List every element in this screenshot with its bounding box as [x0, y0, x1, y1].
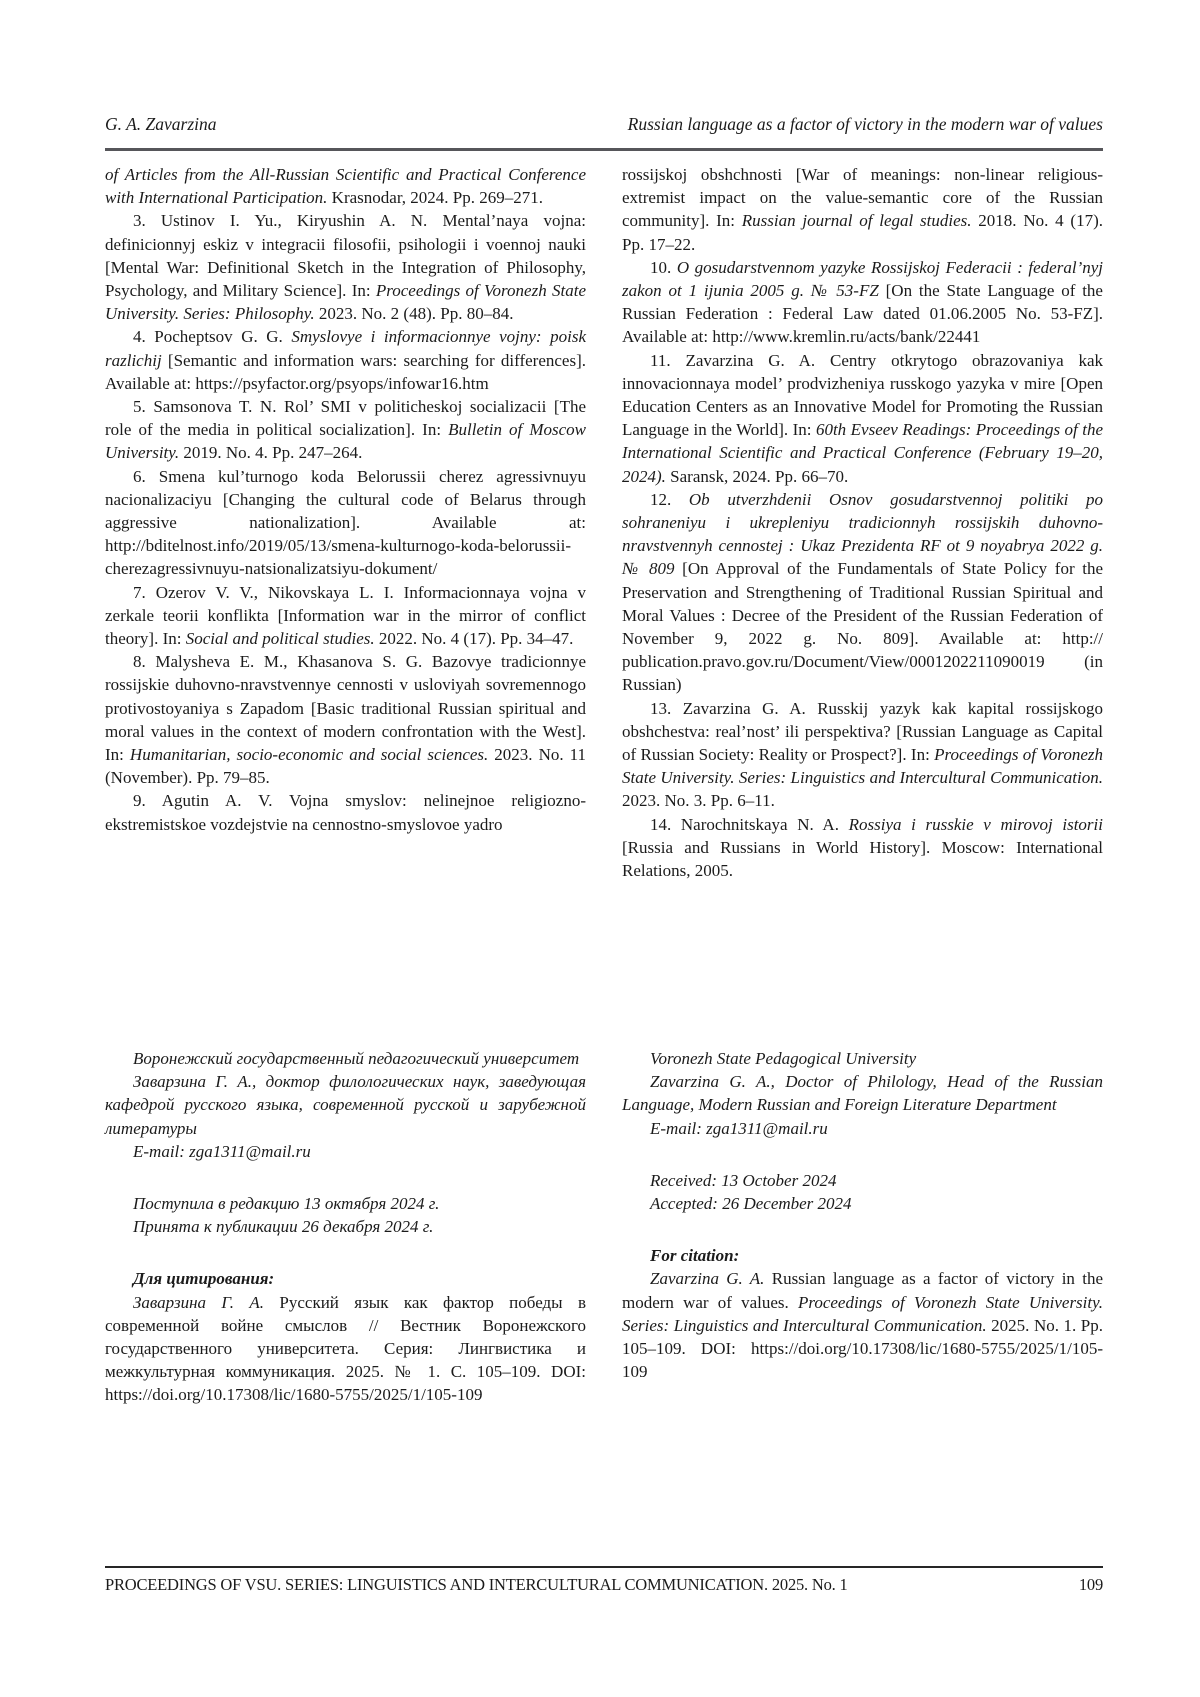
paragraph	[105, 1267, 586, 1290]
paragraph	[622, 256, 1103, 349]
text-segment: 2023. No. 11 (November). Pp. 79–85.	[105, 745, 586, 788]
paragraph	[622, 1169, 1103, 1192]
text-segment: 2023. No. 3. Pp. 6–11.	[622, 791, 775, 811]
running-header	[105, 114, 1103, 135]
text-segment: 2023. No. 2 (48). Pp. 80–84.	[314, 304, 514, 324]
paragraph	[622, 1267, 1103, 1383]
paragraph	[622, 488, 1103, 697]
text-segment: E-mail: zga1311@mail.ru	[133, 1141, 311, 1161]
paragraph	[105, 1140, 586, 1163]
authors-info-section	[105, 1047, 1103, 1407]
paragraph	[622, 1244, 1103, 1267]
paragraph	[622, 163, 1103, 256]
text-segment: 2022. No. 4 (17). Pp. 34–47.	[374, 629, 574, 649]
text-segment: Воронежский государственный педагогический университет	[133, 1049, 580, 1068]
page-footer	[105, 1566, 1103, 1595]
paragraph	[105, 1070, 586, 1140]
text-segment: Ob utverzhdenii Osnov gosudarstvennoj politiki po sohraneniyu i ukrepleniyu tradicionnyh rossijskih duhovno-nravstvennyh cennostej : Ukaz Prezidenta RF ot 9 noyabrya 2022 g. № 809	[622, 489, 1103, 579]
text-segment: Krasnodar, 2024. Pp. 269–271.	[327, 188, 544, 208]
paragraph	[105, 395, 586, 465]
text-segment: Заварзина Г. А.	[133, 1292, 265, 1312]
text-segment: 4. Pocheptsov G. G.	[133, 327, 292, 347]
paragraph	[622, 1192, 1103, 1215]
text-segment: Social and political studies.	[185, 629, 375, 649]
text-segment: 8. Malysheva E. M., Khasanova S. G. Bazovye tradicionnye rossijskie duhovno-nravstvennye cennosti v usloviyah sovremennogo protivostoyaniya s Zapadom [Basic traditional Russian spiritual and moral values in the context of modern confrontation with the West]. In:	[105, 652, 586, 765]
text-segment: Proceedings of Voronezh State University. Series: Linguistics and Intercultural Communication.	[622, 745, 1103, 788]
text-segment: Заварзина Г. А., доктор филологических наук, заведующая кафедрой русского языка, современной русской и зарубежной литературы	[105, 1072, 586, 1138]
footer-journal-line: PROCEEDINGS OF VSU. SERIES: LINGUISTICS AND INTERCULTURAL COMMUNICATION. 2025. No. 1	[105, 1575, 848, 1594]
paragraph	[105, 1192, 586, 1215]
paragraph	[105, 650, 586, 789]
text-segment: 60th Evseev Readings: Proceedings of the International Scientific and Practical Conference (February 19–20, 2024).	[622, 420, 1103, 486]
text-segment: 3. Ustinov I. Yu., Kiryushin A. N. Mental’naya vojna: definicionnyj eskiz v integracii filosofii, psihologii i voennoj nauki [Mental War: Definitional Sketch in the Integration of Philosophy, Psychology, and Military Science]. In:	[105, 211, 586, 301]
text-segment: Received: 13 October 2024	[650, 1170, 837, 1190]
text-segment: 13. Zavarzina G. A. Russkij yazyk kak kapital rossijskogo obshchestva: real’nost’ ili perspektiva? [Russian Language as Capital of Russian Society: Reality or Prospect?]. In:	[622, 698, 1103, 765]
references-section	[105, 163, 1103, 1047]
text-segment: Zavarzina G. A., Doctor of Philology, Head of the Russian Language, Modern Russian and Foreign Literature Department	[622, 1072, 1103, 1115]
text-segment: [Semantic and information wars: searching for differences]. Available at: https://psyfactor.org/psyops/infowar16.htm	[105, 350, 586, 393]
text-segment: 11. Zavarzina G. A. Centry otkrytogo obrazovaniya kak innovacionnaya model’ prodvizheniya russkogo yazyka v mire [Open Education Centers as an Innovative Model for Promoting the Russian Language in the World]. In:	[622, 350, 1103, 440]
text-segment: [Russia and Russians in World History]. Moscow: International Relations, 2005.	[622, 837, 1103, 881]
references-column-left	[105, 163, 586, 1047]
paragraph	[105, 163, 586, 209]
paragraph	[105, 465, 586, 581]
text-segment: 2025. No. 1. Pp. 105–109. DOI: https://doi.org/10.17308/lic/1680-5755/2025/1/105-109	[622, 1315, 1104, 1382]
paragraph	[105, 325, 586, 395]
paragraph	[622, 1070, 1103, 1116]
text-segment: Принята к публикации 26 декабря 2024 г.	[133, 1217, 434, 1237]
paragraph	[622, 1117, 1103, 1140]
text-segment: 6. Smena kul’turnogo koda Belorussii cherez agressivnuyu nacionalizaciyu [Changing the cultural code of Belarus through aggressive nationalization]. Available at: http://bditelnost.info/2019/05/13/smena-kulturnogo-koda-belorussii-cherezagressivnuyu-natsionalizatsiyu-dokument/	[105, 466, 586, 579]
text-segment: Accepted: 26 December 2024	[650, 1194, 852, 1214]
text-segment: 12.	[650, 489, 689, 509]
page-body	[105, 163, 1103, 1407]
text-segment: Voronezh State Pedagogical University	[650, 1049, 917, 1068]
running-header-author: G. A. Zavarzina	[105, 114, 217, 134]
text-segment: [On the State Language of the Russian Federation : Federal Law dated 01.06.2005 No. 53-FZ]. Available at: http://www.kremlin.ru/acts/bank/22441	[622, 281, 1103, 347]
text-segment: E-mail: zga1311@mail.ru	[650, 1118, 828, 1138]
text-segment: 7. Ozerov V. V., Nikovskaya L. I. Informacionnaya vojna v zerkale teorii konflikta [Information war in the mirror of conflict theory]. In:	[105, 582, 586, 649]
paragraph	[105, 209, 586, 325]
text-segment: rossijskoj obshchnosti [War of meanings: non-linear religious-extremist impact on the value-semantic core of the Russian community]. In:	[622, 165, 1103, 231]
author-info-russian	[105, 1047, 586, 1407]
header-rule	[105, 148, 1103, 151]
text-segment: Русский язык как фактор победы в современной войне смыслов // Вестник Воронежского государственного университета. Серия: Лингвистика и межкультурная коммуникация. 2025. № 1. С. 105–109. DOI: https://doi.org/10.17308/lic/1680-5755/2025/1/105-109	[105, 1292, 586, 1405]
text-segment: 2019. No. 4. Pp. 247–264.	[179, 443, 363, 463]
text-segment: Bulletin of Moscow University.	[105, 420, 586, 463]
text-segment: O gosudarstvennom yazyke Rossijskoj Federacii : federal’nyj zakon ot 1 ijunia 2005 g. № 53-FZ	[622, 257, 1103, 301]
text-segment: Humanitarian, socio-economic and social sciences.	[129, 745, 489, 765]
text-segment: 2018. No. 4 (17). Pp. 17–22.	[622, 211, 1103, 254]
paragraph	[622, 349, 1103, 488]
text-segment: 9. Agutin A. V. Vojna smyslov: nelinejnoe religiozno-ekstremistskoe vozdejstvie na cennostno-smyslovoe yadro	[105, 791, 586, 834]
text-segment: Zavarzina G. A.	[650, 1269, 765, 1289]
paragraph	[105, 1291, 586, 1407]
text-segment: Поступила в редакцию 13 октября 2024 г.	[133, 1194, 440, 1214]
text-segment: For citation:	[650, 1246, 740, 1266]
text-segment: Proceedings of Voronezh State University. Series: Philosophy.	[105, 281, 586, 324]
text-segment: Russian language as a factor of victory in the modern war of values.	[622, 1269, 1103, 1312]
text-segment: Saransk, 2024. Pp. 66–70.	[665, 466, 849, 486]
text-segment: Rossiya i russkie v mirovoj istorii	[848, 814, 1103, 834]
text-segment: Smyslovye i informacionnye vojny: poisk razlichij	[105, 327, 586, 370]
author-info-english	[622, 1047, 1103, 1407]
paragraph	[105, 1215, 586, 1238]
text-segment: Russian journal of legal studies.	[741, 211, 972, 231]
text-segment: Для цитирования:	[133, 1269, 275, 1289]
paragraph	[622, 813, 1103, 883]
text-segment: [On Approval of the Fundamentals of State Policy for the Preservation and Strengthening of Traditional Russian Spiritual and Moral Values : Decree of the President of the Russian Federation of November 9, 2022 g. No. 809]. Available at: http:// publication.pravo.gov.ru/Document/View/0001202211090019 (in Russian)	[622, 559, 1103, 695]
references-column-right	[622, 163, 1103, 1047]
running-header-title: Russian language as a factor of victory in the modern war of values	[627, 114, 1103, 134]
paragraph	[622, 1047, 1103, 1070]
text-segment: 5. Samsonova T. N. Rol’ SMI v politicheskoj socializacii [The role of the media in political socialization]. In:	[105, 397, 586, 440]
text-segment: 10.	[650, 257, 677, 277]
footer-page-number: 109	[1078, 1575, 1103, 1594]
text-segment: Proceedings of Voronezh State University. Series: Linguistics and Intercultural Communication.	[622, 1292, 1103, 1335]
paragraph	[105, 1047, 586, 1070]
paragraph	[105, 789, 586, 835]
text-segment: 14. Narochnitskaya N. A.	[650, 814, 849, 834]
text-segment: of Articles from the All-Russian Scientific and Practical Conference with International Participation.	[105, 165, 586, 208]
paragraph	[622, 697, 1103, 813]
paragraph	[105, 581, 586, 651]
